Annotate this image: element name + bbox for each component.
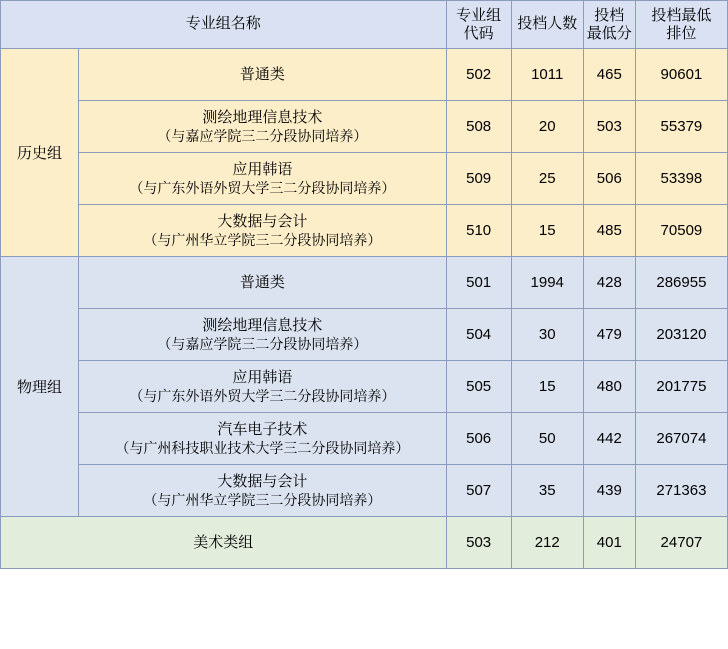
min-rank: 55379 bbox=[635, 101, 727, 153]
admitted-count: 1994 bbox=[511, 257, 583, 309]
major-name bbox=[79, 205, 447, 257]
table-row bbox=[1, 517, 728, 569]
min-rank: 201775 bbox=[635, 361, 727, 413]
major-name bbox=[79, 361, 447, 413]
table-row bbox=[1, 153, 728, 205]
major-code: 502 bbox=[446, 49, 511, 101]
major-name-line1: 美术类组 bbox=[193, 533, 254, 551]
min-rank: 90601 bbox=[635, 49, 727, 101]
admitted-count: 20 bbox=[511, 101, 583, 153]
min-score: 428 bbox=[583, 257, 635, 309]
major-name bbox=[79, 257, 447, 309]
table-row bbox=[1, 309, 728, 361]
min-rank: 53398 bbox=[635, 153, 727, 205]
major-name bbox=[79, 49, 447, 101]
table-header bbox=[1, 1, 728, 49]
major-name-line2: （与嘉应学院三二分段协同培养） bbox=[157, 128, 368, 145]
min-score: 442 bbox=[583, 413, 635, 465]
major-name-line1: 测绘地理信息技术 bbox=[202, 316, 323, 334]
major-name bbox=[1, 517, 447, 569]
header-min-score-line1: 投档 bbox=[594, 6, 625, 24]
major-name-line2: （与广州华立学院三二分段协同培养） bbox=[143, 492, 382, 509]
major-code: 508 bbox=[446, 101, 511, 153]
min-score: 465 bbox=[583, 49, 635, 101]
admitted-count: 35 bbox=[511, 465, 583, 517]
major-name bbox=[79, 413, 447, 465]
min-rank: 70509 bbox=[635, 205, 727, 257]
group-label-history: 历史组 bbox=[1, 49, 79, 257]
major-name-line1: 应用韩语 bbox=[232, 160, 293, 178]
header-min-score bbox=[583, 1, 635, 49]
major-name-line2: （与广东外语外贸大学三二分段协同培养） bbox=[129, 180, 396, 197]
min-rank: 267074 bbox=[635, 413, 727, 465]
admitted-count: 15 bbox=[511, 205, 583, 257]
major-name-line1: 普通类 bbox=[239, 65, 285, 83]
major-name-line2: （与嘉应学院三二分段协同培养） bbox=[157, 336, 368, 353]
header-major-group-name: 专业组名称 bbox=[1, 1, 447, 49]
table-header-row bbox=[1, 1, 728, 49]
header-min-score-line2: 最低分 bbox=[586, 24, 632, 42]
header-min-rank bbox=[635, 1, 727, 49]
min-score: 485 bbox=[583, 205, 635, 257]
min-score: 503 bbox=[583, 101, 635, 153]
header-major-group-code bbox=[446, 1, 511, 49]
admitted-count: 1011 bbox=[511, 49, 583, 101]
header-major-group-code-line1: 专业组 bbox=[456, 6, 502, 24]
major-name-line1: 应用韩语 bbox=[232, 368, 293, 386]
major-name-line1: 测绘地理信息技术 bbox=[202, 108, 323, 126]
admitted-count: 212 bbox=[511, 517, 583, 569]
major-code: 503 bbox=[446, 517, 511, 569]
major-code: 509 bbox=[446, 153, 511, 205]
major-name-line2: （与广州华立学院三二分段协同培养） bbox=[143, 232, 382, 249]
admitted-count: 25 bbox=[511, 153, 583, 205]
table-row bbox=[1, 49, 728, 101]
min-rank: 24707 bbox=[635, 517, 727, 569]
min-score: 479 bbox=[583, 309, 635, 361]
major-code: 501 bbox=[446, 257, 511, 309]
major-name bbox=[79, 309, 447, 361]
major-name-line1: 普通类 bbox=[239, 273, 285, 291]
group-label-physics: 物理组 bbox=[1, 257, 79, 517]
major-name-line1: 大数据与会计 bbox=[217, 212, 308, 230]
major-code: 506 bbox=[446, 413, 511, 465]
min-rank: 203120 bbox=[635, 309, 727, 361]
min-score: 506 bbox=[583, 153, 635, 205]
table-row bbox=[1, 413, 728, 465]
header-min-rank-line2: 排位 bbox=[666, 24, 697, 42]
table-body bbox=[1, 49, 728, 569]
major-name bbox=[79, 465, 447, 517]
table-row bbox=[1, 465, 728, 517]
major-code: 504 bbox=[446, 309, 511, 361]
major-code: 510 bbox=[446, 205, 511, 257]
header-major-group-code-line2: 代码 bbox=[463, 24, 494, 42]
major-name bbox=[79, 153, 447, 205]
admitted-count: 50 bbox=[511, 413, 583, 465]
min-score: 401 bbox=[583, 517, 635, 569]
table-row bbox=[1, 205, 728, 257]
admitted-count: 15 bbox=[511, 361, 583, 413]
header-min-rank-line1: 投档最低 bbox=[651, 6, 712, 24]
major-name-line2: （与广东外语外贸大学三二分段协同培养） bbox=[129, 388, 396, 405]
table-row bbox=[1, 361, 728, 413]
min-score: 480 bbox=[583, 361, 635, 413]
table-row bbox=[1, 101, 728, 153]
min-rank: 286955 bbox=[635, 257, 727, 309]
header-admitted-count: 投档人数 bbox=[511, 1, 583, 49]
major-name-line1: 大数据与会计 bbox=[217, 472, 308, 490]
major-name bbox=[79, 101, 447, 153]
admitted-count: 30 bbox=[511, 309, 583, 361]
min-score: 439 bbox=[583, 465, 635, 517]
major-name-line1: 汽车电子技术 bbox=[217, 420, 308, 438]
table-row bbox=[1, 257, 728, 309]
major-code: 507 bbox=[446, 465, 511, 517]
major-code: 505 bbox=[446, 361, 511, 413]
min-rank: 271363 bbox=[635, 465, 727, 517]
major-name-line2: （与广州科技职业技术大学三二分段协同培养） bbox=[115, 440, 410, 457]
